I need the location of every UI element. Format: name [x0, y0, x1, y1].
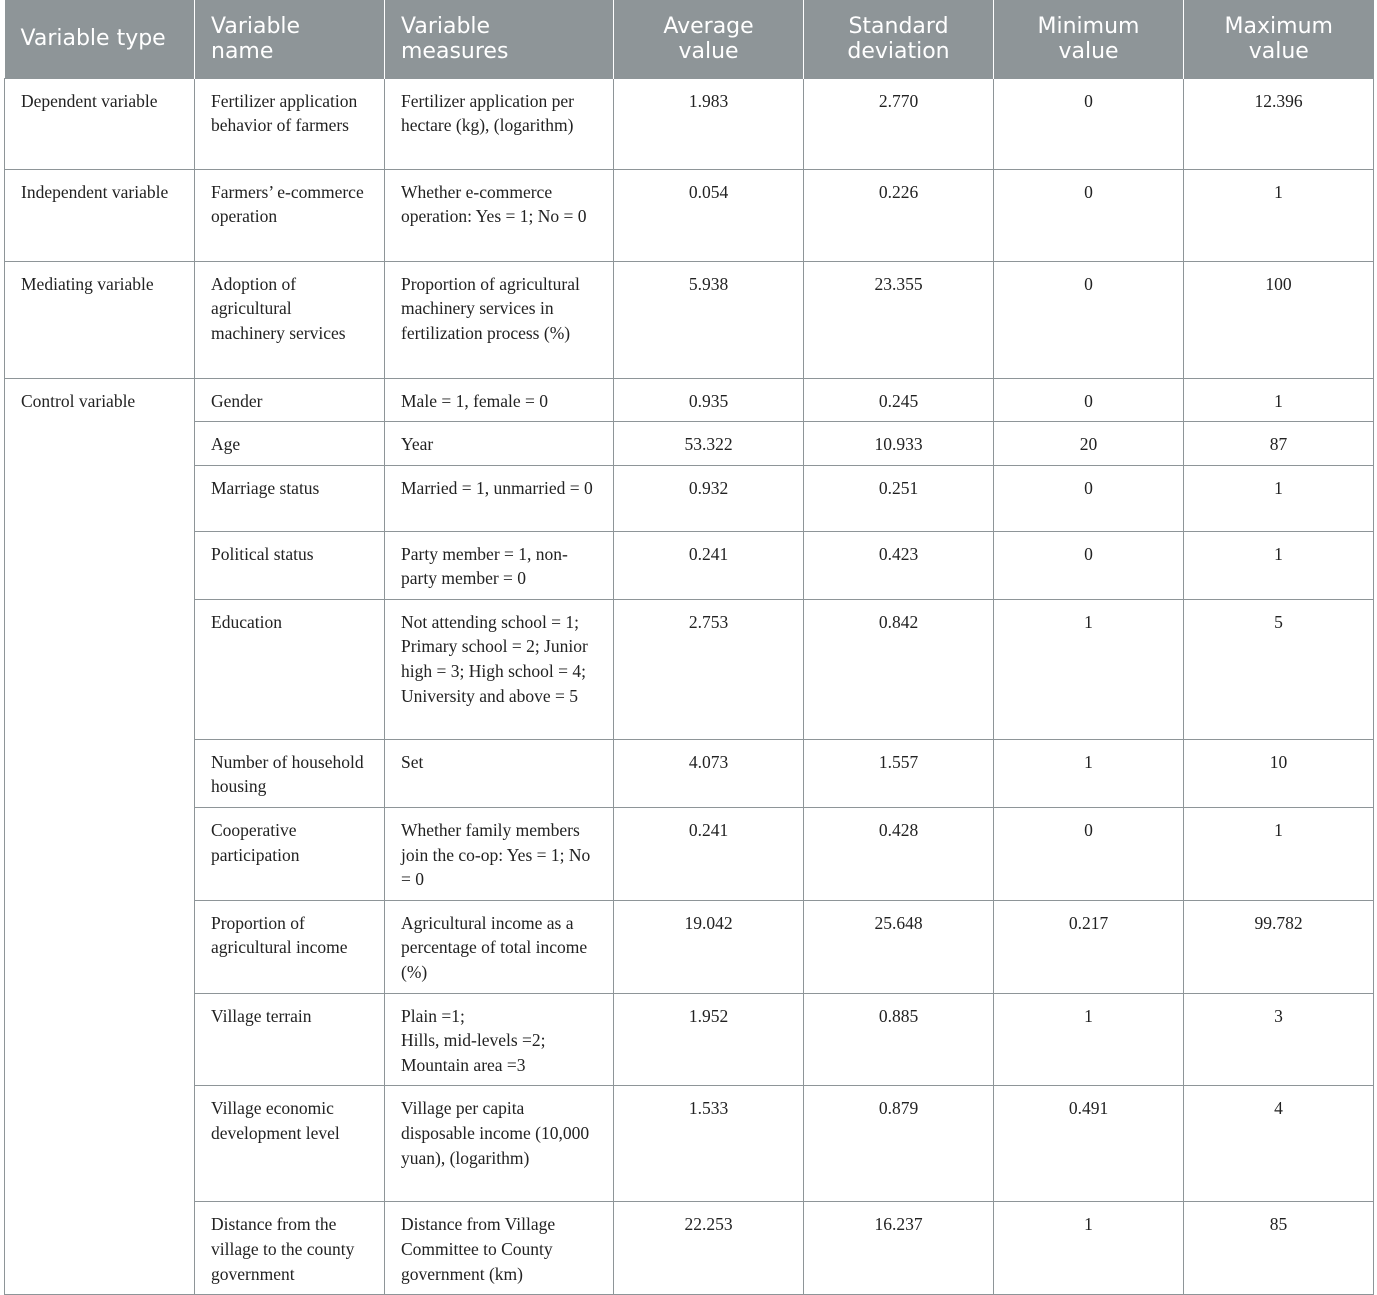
average-value-cell: 0.935 — [614, 378, 804, 422]
standard-deviation-cell: 16.237 — [804, 1202, 994, 1295]
table-row — [5, 739, 1374, 807]
average-value-cell: 0.241 — [614, 531, 804, 599]
variable-measure-cell: Fertilizer application per hectare (kg), (logarithm) — [385, 78, 614, 169]
variable-type-cell: Dependent variable — [5, 78, 195, 169]
variable-type-cell: Independent variable — [5, 169, 195, 261]
standard-deviation-cell: 0.251 — [804, 465, 994, 531]
header-standard-deviation: Standard deviation — [804, 0, 994, 78]
standard-deviation-cell: 0.423 — [804, 531, 994, 599]
variable-name-cell: Cooperative participation — [195, 808, 385, 901]
table-header — [5, 0, 1374, 78]
minimum-value-cell: 0 — [994, 261, 1184, 378]
maximum-value-cell: 12.396 — [1184, 78, 1374, 169]
standard-deviation-cell: 0.245 — [804, 378, 994, 422]
table-row — [5, 422, 1374, 466]
variable-measure-cell: Distance from Village Committee to County government (km) — [385, 1202, 614, 1295]
variable-name-cell: Proportion of agricultural income — [195, 900, 385, 993]
variable-measure-cell: Whether e-commerce operation: Yes = 1; No = 0 — [385, 169, 614, 261]
table-row — [5, 993, 1374, 1086]
variable-name-cell: Political status — [195, 531, 385, 599]
minimum-value-cell: 0.217 — [994, 900, 1184, 993]
table-row — [5, 78, 1374, 169]
header-maximum-value: Maximum value — [1184, 0, 1374, 78]
variable-measure-cell: Plain =1; Hills, mid-levels =2; Mountain area =3 — [385, 993, 614, 1086]
average-value-cell: 0.054 — [614, 169, 804, 261]
variable-measure-cell: Party member = 1, non-party member = 0 — [385, 531, 614, 599]
table-row — [5, 531, 1374, 599]
header-variable-measures: Variable measures — [385, 0, 614, 78]
minimum-value-cell: 20 — [994, 422, 1184, 466]
standard-deviation-cell: 0.885 — [804, 993, 994, 1086]
maximum-value-cell: 5 — [1184, 599, 1374, 739]
minimum-value-cell: 0 — [994, 169, 1184, 261]
table-row — [5, 1202, 1374, 1295]
maximum-value-cell: 10 — [1184, 739, 1374, 807]
standard-deviation-cell: 2.770 — [804, 78, 994, 169]
maximum-value-cell: 99.782 — [1184, 900, 1374, 993]
standard-deviation-cell: 10.933 — [804, 422, 994, 466]
average-value-cell: 1.983 — [614, 78, 804, 169]
table-body — [5, 78, 1374, 1295]
minimum-value-cell: 1 — [994, 993, 1184, 1086]
variable-measure-cell: Village per capita disposable income (10,000 yuan), (logarithm) — [385, 1086, 614, 1202]
variable-name-cell: Farmers’ e-commerce operation — [195, 169, 385, 261]
variable-name-cell: Distance from the village to the county government — [195, 1202, 385, 1295]
variable-measure-cell: Married = 1, unmarried = 0 — [385, 465, 614, 531]
variable-measure-cell: Agricultural income as a percentage of total income (%) — [385, 900, 614, 993]
table-row — [5, 169, 1374, 261]
maximum-value-cell: 87 — [1184, 422, 1374, 466]
variable-name-cell: Village economic development level — [195, 1086, 385, 1202]
variable-type-cell: Mediating variable — [5, 261, 195, 378]
table-row — [5, 378, 1374, 422]
summary-statistics-table — [4, 0, 1374, 1295]
maximum-value-cell: 1 — [1184, 808, 1374, 901]
average-value-cell: 53.322 — [614, 422, 804, 466]
maximum-value-cell: 1 — [1184, 169, 1374, 261]
standard-deviation-cell: 0.226 — [804, 169, 994, 261]
variable-name-cell: Number of household housing — [195, 739, 385, 807]
minimum-value-cell: 0 — [994, 78, 1184, 169]
table-row — [5, 1086, 1374, 1202]
average-value-cell: 0.241 — [614, 808, 804, 901]
variable-measure-cell: Proportion of agricultural machinery services in fertilization process (%) — [385, 261, 614, 378]
maximum-value-cell: 3 — [1184, 993, 1374, 1086]
header-minimum-value: Minimum value — [994, 0, 1184, 78]
variable-measure-cell: Set — [385, 739, 614, 807]
minimum-value-cell: 0.491 — [994, 1086, 1184, 1202]
variable-type-cell: Control variable — [5, 378, 195, 1295]
variable-name-cell: Marriage status — [195, 465, 385, 531]
minimum-value-cell: 0 — [994, 465, 1184, 531]
variable-name-cell: Education — [195, 599, 385, 739]
table-row — [5, 465, 1374, 531]
average-value-cell: 2.753 — [614, 599, 804, 739]
maximum-value-cell: 85 — [1184, 1202, 1374, 1295]
minimum-value-cell: 1 — [994, 1202, 1184, 1295]
variable-name-cell: Fertilizer application behavior of farmers — [195, 78, 385, 169]
table-row — [5, 900, 1374, 993]
standard-deviation-cell: 1.557 — [804, 739, 994, 807]
minimum-value-cell: 1 — [994, 739, 1184, 807]
variable-measure-cell: Whether family members join the co-op: Yes = 1; No = 0 — [385, 808, 614, 901]
maximum-value-cell: 1 — [1184, 465, 1374, 531]
variable-name-cell: Adoption of agricultural machinery services — [195, 261, 385, 378]
variable-name-cell: Village terrain — [195, 993, 385, 1086]
variable-measure-cell: Male = 1, female = 0 — [385, 378, 614, 422]
header-variable-name: Variable name — [195, 0, 385, 78]
maximum-value-cell: 1 — [1184, 378, 1374, 422]
standard-deviation-cell: 25.648 — [804, 900, 994, 993]
average-value-cell: 1.533 — [614, 1086, 804, 1202]
table-row — [5, 808, 1374, 901]
minimum-value-cell: 0 — [994, 808, 1184, 901]
minimum-value-cell: 0 — [994, 531, 1184, 599]
standard-deviation-cell: 23.355 — [804, 261, 994, 378]
table-row — [5, 599, 1374, 739]
variable-measure-cell: Year — [385, 422, 614, 466]
maximum-value-cell: 1 — [1184, 531, 1374, 599]
standard-deviation-cell: 0.842 — [804, 599, 994, 739]
standard-deviation-cell: 0.879 — [804, 1086, 994, 1202]
average-value-cell: 0.932 — [614, 465, 804, 531]
variable-measure-cell: Not attending school = 1; Primary school = 2; Junior high = 3; High school = 4; University and above = 5 — [385, 599, 614, 739]
average-value-cell: 1.952 — [614, 993, 804, 1086]
average-value-cell: 22.253 — [614, 1202, 804, 1295]
minimum-value-cell: 1 — [994, 599, 1184, 739]
average-value-cell: 5.938 — [614, 261, 804, 378]
minimum-value-cell: 0 — [994, 378, 1184, 422]
standard-deviation-cell: 0.428 — [804, 808, 994, 901]
variable-name-cell: Age — [195, 422, 385, 466]
maximum-value-cell: 100 — [1184, 261, 1374, 378]
variable-name-cell: Gender — [195, 378, 385, 422]
maximum-value-cell: 4 — [1184, 1086, 1374, 1202]
average-value-cell: 4.073 — [614, 739, 804, 807]
header-average-value: Average value — [614, 0, 804, 78]
header-variable-type: Variable type — [5, 0, 195, 78]
header-row — [5, 0, 1374, 78]
table-row — [5, 261, 1374, 378]
average-value-cell: 19.042 — [614, 900, 804, 993]
